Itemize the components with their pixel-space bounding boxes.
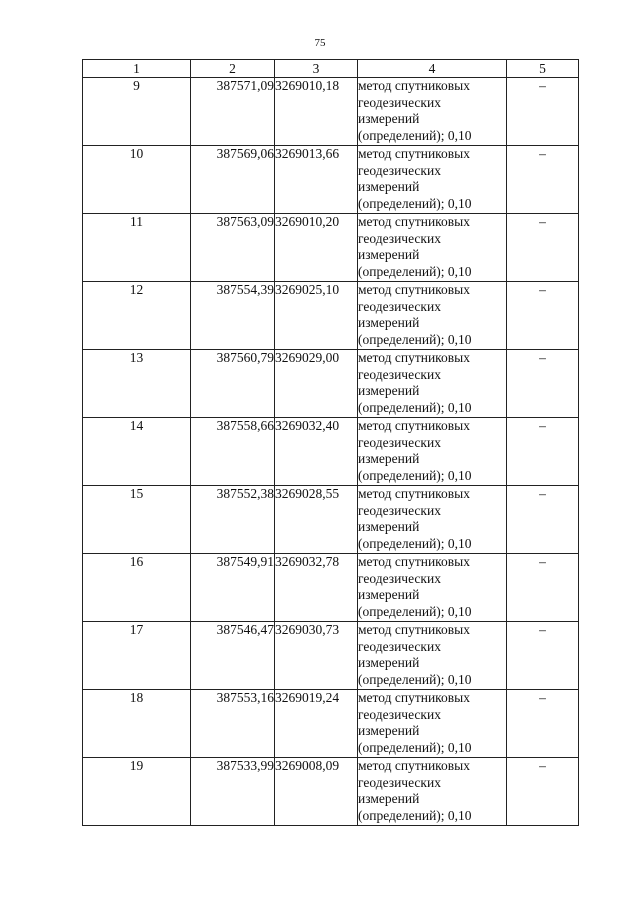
method-line: (определений); 0,10: [358, 603, 472, 619]
method-line: метод спутниковых: [358, 146, 470, 161]
table-row: [83, 146, 579, 214]
method-line: измерений: [358, 791, 420, 806]
method-line: (определений); 0,10: [358, 739, 472, 755]
x-coordinate-cell: 387533,99: [191, 758, 275, 826]
point-number-cell: 10: [83, 146, 191, 214]
method-line: измерений: [358, 111, 420, 126]
column-header-1: 1: [83, 60, 191, 78]
table-header-row: [83, 60, 579, 78]
method-line: (определений); 0,10: [358, 263, 472, 279]
method-line: измерений: [358, 587, 420, 602]
method-line: геодезических: [358, 298, 441, 314]
x-coordinate-cell: 387554,39: [191, 282, 275, 350]
empty-value-cell: –: [507, 418, 579, 486]
method-line: геодезических: [358, 94, 441, 110]
method-cell: [358, 418, 507, 486]
x-coordinate-cell: 387563,09: [191, 214, 275, 282]
method-line: измерений: [358, 519, 420, 534]
empty-value-cell: –: [507, 622, 579, 690]
point-number-cell: 9: [83, 78, 191, 146]
empty-value-cell: –: [507, 282, 579, 350]
method-cell: [358, 350, 507, 418]
y-coordinate-cell: 3269030,73: [275, 622, 358, 690]
method-line: метод спутниковых: [358, 690, 470, 705]
method-cell: [358, 146, 507, 214]
method-line: метод спутниковых: [358, 622, 470, 637]
method-line: (определений); 0,10: [358, 535, 472, 551]
y-coordinate-cell: 3269010,18: [275, 78, 358, 146]
method-line: измерений: [358, 723, 420, 738]
method-line: геодезических: [358, 162, 441, 178]
method-line: геодезических: [358, 434, 441, 450]
empty-value-cell: –: [507, 690, 579, 758]
point-number-cell: 17: [83, 622, 191, 690]
method-line: (определений); 0,10: [358, 807, 472, 823]
y-coordinate-cell: 3269032,78: [275, 554, 358, 622]
y-coordinate-cell: 3269028,55: [275, 486, 358, 554]
table-row: [83, 486, 579, 554]
table-row: [83, 282, 579, 350]
table-row: [83, 418, 579, 486]
y-coordinate-cell: 3269019,24: [275, 690, 358, 758]
coordinates-table: [82, 59, 579, 826]
x-coordinate-cell: 387549,91: [191, 554, 275, 622]
table-row: [83, 554, 579, 622]
column-header-2: 2: [191, 60, 275, 78]
point-number-cell: 19: [83, 758, 191, 826]
column-header-4: 4: [358, 60, 507, 78]
table-row: [83, 758, 579, 826]
y-coordinate-cell: 3269032,40: [275, 418, 358, 486]
method-line: (определений); 0,10: [358, 671, 472, 687]
method-cell: [358, 622, 507, 690]
table-body: [83, 78, 579, 826]
empty-value-cell: –: [507, 350, 579, 418]
x-coordinate-cell: 387560,79: [191, 350, 275, 418]
method-line: измерений: [358, 655, 420, 670]
point-number-cell: 15: [83, 486, 191, 554]
y-coordinate-cell: 3269029,00: [275, 350, 358, 418]
method-cell: [358, 282, 507, 350]
empty-value-cell: –: [507, 78, 579, 146]
table-row: [83, 350, 579, 418]
method-cell: [358, 486, 507, 554]
method-line: измерений: [358, 179, 420, 194]
y-coordinate-cell: 3269013,66: [275, 146, 358, 214]
point-number-cell: 11: [83, 214, 191, 282]
point-number-cell: 12: [83, 282, 191, 350]
point-number-cell: 14: [83, 418, 191, 486]
table-row: [83, 622, 579, 690]
method-cell: [358, 758, 507, 826]
method-line: (определений); 0,10: [358, 127, 472, 143]
y-coordinate-cell: 3269010,20: [275, 214, 358, 282]
point-number-cell: 13: [83, 350, 191, 418]
method-line: геодезических: [358, 230, 441, 246]
method-line: измерений: [358, 383, 420, 398]
x-coordinate-cell: 387546,47: [191, 622, 275, 690]
empty-value-cell: –: [507, 214, 579, 282]
method-line: метод спутниковых: [358, 78, 470, 93]
method-line: (определений); 0,10: [358, 331, 472, 347]
table-row: [83, 214, 579, 282]
table-row: [83, 690, 579, 758]
method-line: геодезических: [358, 774, 441, 790]
method-line: (определений); 0,10: [358, 399, 472, 415]
method-line: метод спутниковых: [358, 554, 470, 569]
method-line: метод спутниковых: [358, 758, 470, 773]
method-line: измерений: [358, 451, 420, 466]
x-coordinate-cell: 387571,09: [191, 78, 275, 146]
x-coordinate-cell: 387569,06: [191, 146, 275, 214]
page-number: 75: [314, 37, 326, 49]
column-header-3: 3: [275, 60, 358, 78]
empty-value-cell: –: [507, 146, 579, 214]
x-coordinate-cell: 387553,16: [191, 690, 275, 758]
method-line: метод спутниковых: [358, 214, 470, 229]
method-line: геодезических: [358, 570, 441, 586]
x-coordinate-cell: 387558,66: [191, 418, 275, 486]
method-line: метод спутниковых: [358, 486, 470, 501]
method-cell: [358, 78, 507, 146]
empty-value-cell: –: [507, 486, 579, 554]
x-coordinate-cell: 387552,38: [191, 486, 275, 554]
method-line: измерений: [358, 247, 420, 262]
method-line: метод спутниковых: [358, 350, 470, 365]
method-cell: [358, 554, 507, 622]
point-number-cell: 16: [83, 554, 191, 622]
method-line: геодезических: [358, 502, 441, 518]
y-coordinate-cell: 3269008,09: [275, 758, 358, 826]
empty-value-cell: –: [507, 758, 579, 826]
method-line: метод спутниковых: [358, 418, 470, 433]
table-row: [83, 78, 579, 146]
method-line: (определений); 0,10: [358, 467, 472, 483]
column-header-5: 5: [507, 60, 579, 78]
method-cell: [358, 690, 507, 758]
method-line: геодезических: [358, 366, 441, 382]
method-line: измерений: [358, 315, 420, 330]
method-line: геодезических: [358, 706, 441, 722]
empty-value-cell: –: [507, 554, 579, 622]
method-line: геодезических: [358, 638, 441, 654]
method-line: метод спутниковых: [358, 282, 470, 297]
method-line: (определений); 0,10: [358, 195, 472, 211]
method-cell: [358, 214, 507, 282]
y-coordinate-cell: 3269025,10: [275, 282, 358, 350]
point-number-cell: 18: [83, 690, 191, 758]
